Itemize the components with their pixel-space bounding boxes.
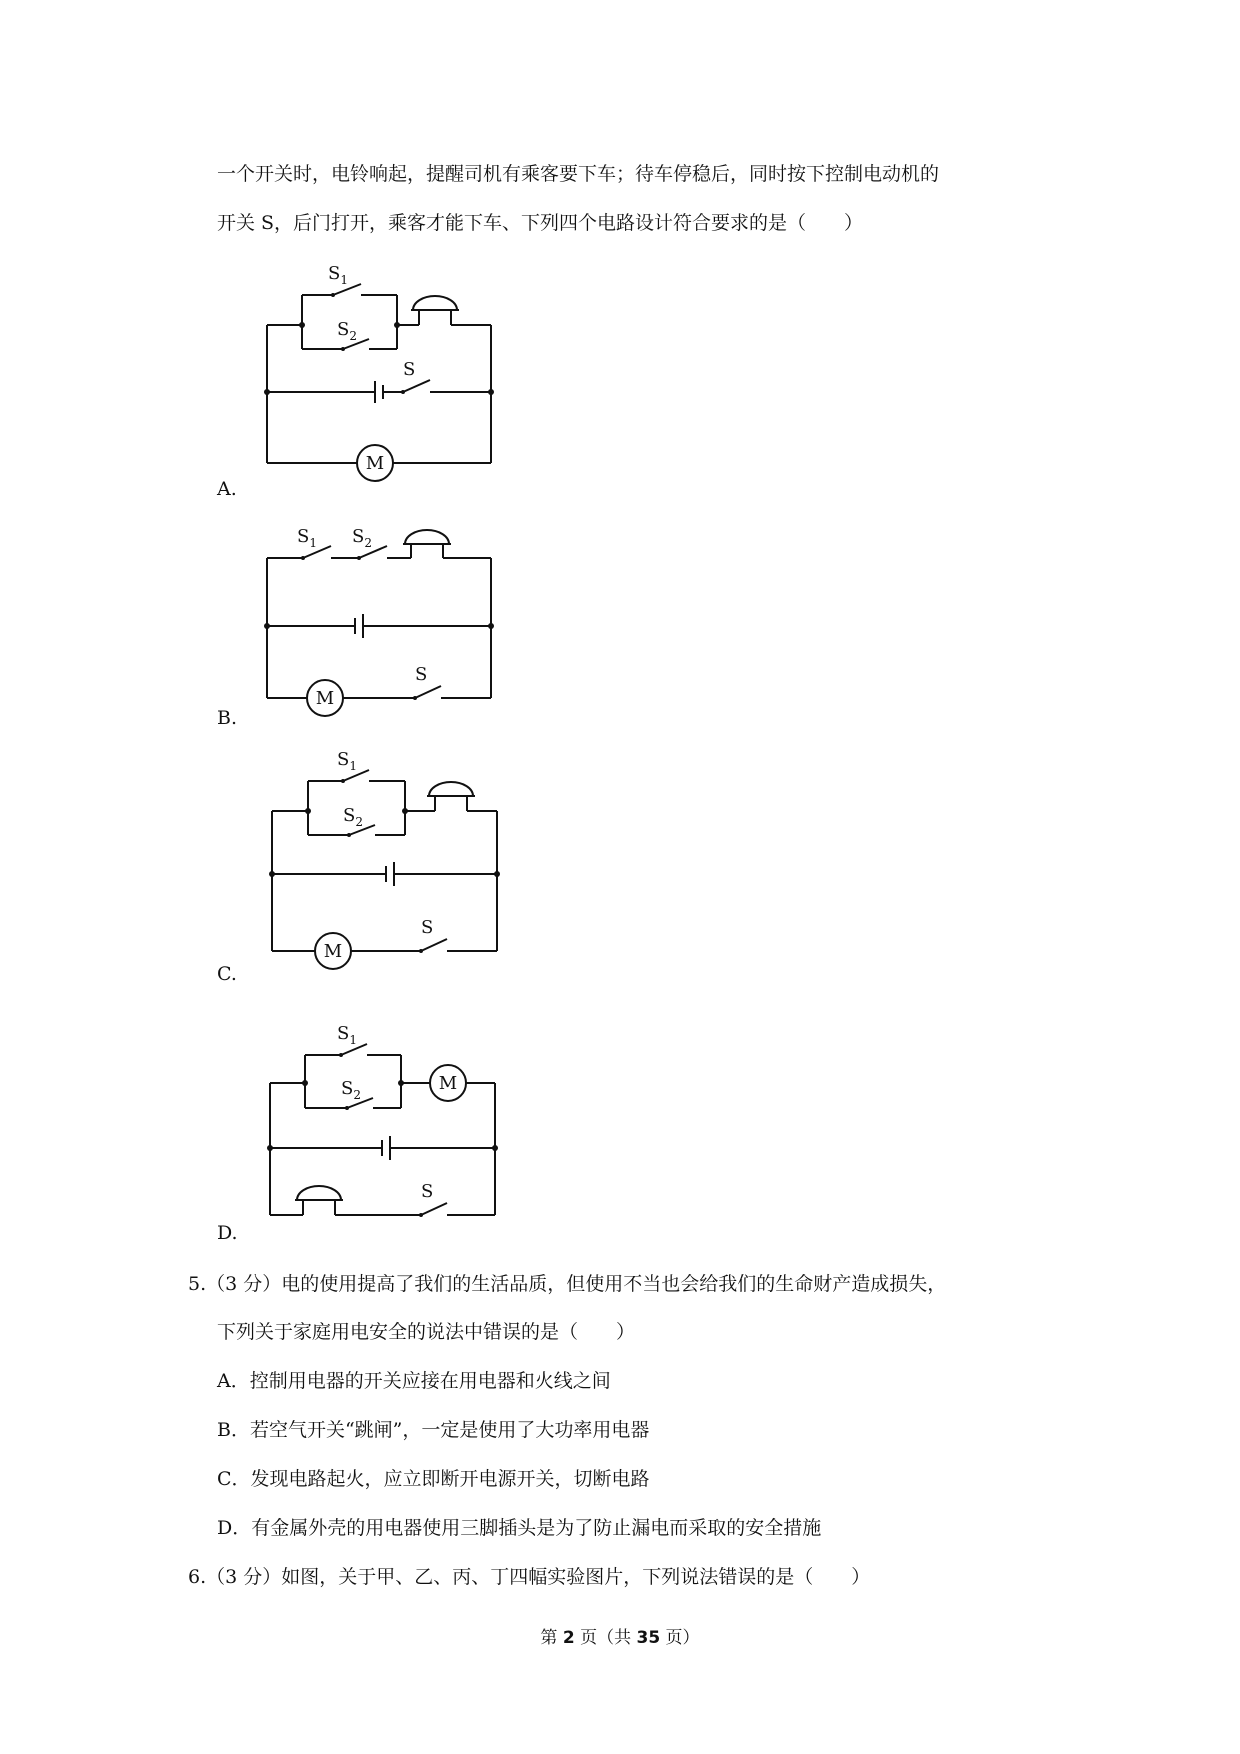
switch-s2-label: $S_2$ <box>352 526 372 550</box>
switch-s2-label: $S_2$ <box>337 319 357 343</box>
total-page-number: 35 <box>636 1628 661 1648</box>
motor-label: M <box>438 1073 458 1094</box>
option-b-label: B. <box>217 707 238 729</box>
current-page-number: 2 <box>562 1628 575 1648</box>
switch-s-label: S <box>415 664 428 685</box>
q4-stem-line1: 一个开关时，电铃响起，提醒司机有乘客要下车；待车停稳后，同时按下控制电动机的 <box>217 163 940 185</box>
option-d-label: D. <box>217 1222 238 1244</box>
q5-option-a: A．控制用电器的开关应接在用电器和火线之间 <box>217 1370 611 1392</box>
switch-s2-label: $S_2$ <box>341 1078 361 1102</box>
q6-stem-line1: 6.（3 分）如图，关于甲、乙、丙、丁四幅实验图片，下列说法错误的是（ ） <box>188 1566 871 1588</box>
circuit-diagram-c <box>255 747 515 977</box>
q5-stem-line2: 下列关于家庭用电安全的说法中错误的是（ ） <box>217 1321 636 1343</box>
q5-option-b: B．若空气开关“跳闸”，一定是使用了大功率用电器 <box>217 1419 650 1441</box>
switch-s1-label: $S_1$ <box>328 263 348 287</box>
q4-stem-line2: 开关 S，后门打开，乘客才能下车、下列四个电路设计符合要求的是（ ） <box>217 212 864 234</box>
q5-option-d: D．有金属外壳的用电器使用三脚插头是为了防止漏电而采取的安全措施 <box>217 1517 822 1539</box>
switch-s-label: S <box>421 917 434 938</box>
motor-label: M <box>365 453 385 474</box>
circuit-diagram-d <box>255 1010 515 1230</box>
motor-label: M <box>315 688 335 709</box>
switch-s1-label: $S_1$ <box>337 749 357 773</box>
switch-s-label: S <box>421 1181 434 1202</box>
circuit-diagram-b <box>255 518 515 718</box>
q5-option-c: C．发现电路起火，应立即断开电源开关，切断电路 <box>217 1468 650 1490</box>
page-footer: 第 2 页（共 35 页） <box>540 1628 700 1648</box>
option-c-label: C. <box>217 963 237 985</box>
switch-s-label: S <box>403 359 416 380</box>
option-a-label: A. <box>217 478 237 500</box>
motor-label: M <box>323 941 343 962</box>
q5-stem-line1: 5.（3 分）电的使用提高了我们的生活品质，但使用不当也会给我们的生命财产造成损失， <box>188 1273 947 1295</box>
switch-s1-label: $S_1$ <box>297 526 317 550</box>
switch-s1-label: $S_1$ <box>337 1023 357 1047</box>
switch-s2-label: $S_2$ <box>343 805 363 829</box>
circuit-diagram-a <box>255 255 515 495</box>
